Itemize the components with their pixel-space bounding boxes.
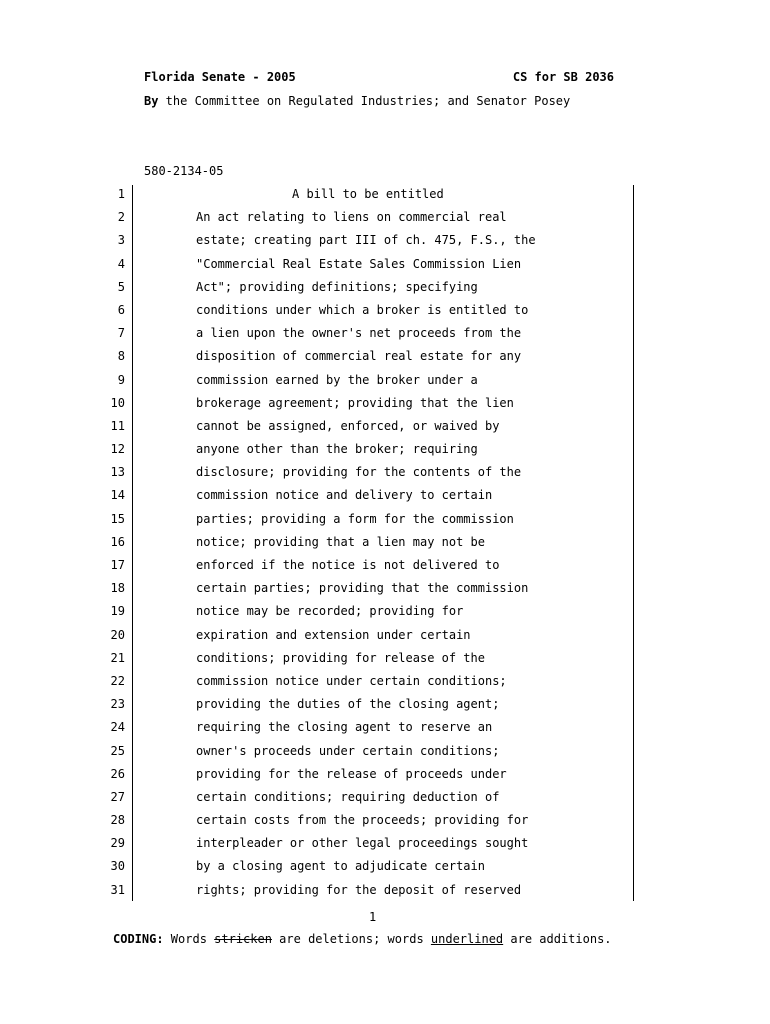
bill-line: [0, 879, 770, 902]
line-number: 27: [110, 789, 125, 804]
bill-line: [0, 600, 770, 623]
bill-line: [0, 577, 770, 600]
line-text: providing the duties of the closing agent;: [196, 697, 500, 712]
line-text: certain parties; providing that the commission: [196, 581, 529, 596]
line-number: 4: [117, 256, 125, 271]
line-text: commission notice and delivery to certain: [196, 488, 493, 503]
line-number: 30: [110, 859, 125, 874]
line-number: 29: [110, 836, 125, 851]
line-text: conditions; providing for release of the: [196, 650, 485, 665]
bill-line: [0, 763, 770, 786]
coding-legend: [113, 932, 612, 946]
line-number: 11: [110, 418, 125, 433]
line-number: 16: [110, 534, 125, 549]
bill-line: [0, 809, 770, 832]
bill-line: [0, 345, 770, 368]
sponsor-line: [144, 94, 570, 108]
line-text: certain costs from the proceeds; providing for: [196, 813, 529, 828]
line-number: 2: [117, 210, 125, 225]
line-text: commission notice under certain conditions;: [196, 673, 507, 688]
line-number: 13: [110, 465, 125, 480]
coding-stricken-example: stricken: [214, 932, 272, 946]
bill-line: [0, 624, 770, 647]
sponsor-text: the Committee on Regulated Industries; and Senator Posey: [158, 94, 571, 108]
coding-text-2: are deletions; words: [271, 932, 431, 946]
coding-label: CODING:: [113, 932, 164, 946]
sponsor-prefix: By: [144, 94, 159, 108]
line-number: 25: [110, 743, 125, 758]
line-number: 17: [110, 558, 125, 572]
line-number: 14: [110, 488, 125, 503]
line-number: 26: [110, 766, 125, 781]
bill-line: [0, 415, 770, 438]
bill-line: [0, 369, 770, 392]
line-text: notice; providing that a lien may not be: [196, 534, 485, 549]
line-number: 15: [110, 511, 125, 526]
line-text: conditions under which a broker is entitled to: [196, 302, 529, 317]
line-text: certain conditions; requiring deduction of: [196, 789, 500, 804]
line-text: "Commercial Real Estate Sales Commission Lien: [196, 256, 522, 271]
line-number: 10: [110, 395, 125, 410]
line-number: 19: [110, 604, 125, 619]
bill-line: [0, 693, 770, 716]
bill-line: [0, 229, 770, 252]
coding-text-3: are additions.: [503, 932, 612, 946]
bill-line: [0, 670, 770, 693]
line-number: 7: [117, 326, 125, 341]
bill-line: [0, 855, 770, 878]
document-code: 580-2134-05: [144, 164, 224, 178]
line-text: disposition of commercial real estate for any: [196, 349, 522, 364]
bill-line: [0, 786, 770, 809]
line-number: 28: [110, 813, 125, 828]
bill-line: [0, 484, 770, 507]
bill-line: [0, 531, 770, 554]
line-text: notice may be recorded; providing for: [196, 604, 464, 619]
line-text: requiring the closing agent to reserve an: [196, 720, 493, 735]
line-text: cannot be assigned, enforced, or waived by: [196, 418, 500, 433]
line-number: 8: [117, 349, 125, 364]
line-text: interpleader or other legal proceedings sought: [196, 836, 529, 851]
line-number: 22: [110, 673, 125, 688]
line-text: anyone other than the broker; requiring: [196, 442, 478, 457]
bill-line: [0, 461, 770, 484]
bill-line: [0, 253, 770, 276]
line-text: estate; creating part III of ch. 475, F.S., the: [196, 233, 536, 248]
line-text: brokerage agreement; providing that the lien: [196, 395, 514, 410]
line-text: An act relating to liens on commercial real: [196, 210, 507, 225]
line-text: enforced if the notice is not delivered to: [196, 558, 500, 572]
line-number: 23: [110, 697, 125, 712]
line-text: rights; providing for the deposit of reserved: [196, 882, 522, 897]
line-text: a lien upon the owner's net proceeds from the: [196, 326, 522, 341]
line-number: 3: [117, 233, 125, 248]
line-number: 5: [117, 279, 125, 294]
bill-header: [144, 70, 614, 84]
bill-id: CS for SB 2036: [512, 70, 614, 84]
line-text: providing for the release of proceeds under: [196, 766, 507, 781]
coding-underlined-example: underlined: [430, 932, 504, 946]
line-text: Act"; providing definitions; specifying: [196, 279, 478, 294]
bill-line: [0, 554, 770, 577]
line-number: 9: [117, 372, 125, 387]
bill-text-lines: [0, 183, 770, 902]
bill-line: [0, 716, 770, 739]
line-number: 1: [117, 187, 125, 201]
line-text: owner's proceeds under certain conditions;: [196, 743, 500, 758]
line-number: 21: [110, 650, 125, 665]
line-number: 12: [110, 442, 125, 457]
bill-line: [0, 740, 770, 763]
bill-line: [0, 508, 770, 531]
bill-title-line: A bill to be entitled: [292, 187, 444, 201]
bill-line: [0, 647, 770, 670]
bill-line: [0, 438, 770, 461]
line-number: 18: [110, 581, 125, 596]
line-text: disclosure; providing for the contents of the: [196, 465, 522, 480]
bill-line: [0, 183, 770, 206]
line-text: expiration and extension under certain: [196, 627, 471, 642]
line-text: by a closing agent to adjudicate certain: [196, 859, 485, 874]
chamber-year: Florida Senate - 2005: [144, 70, 296, 84]
bill-line: [0, 206, 770, 229]
line-number: 24: [110, 720, 125, 735]
line-number: 6: [117, 302, 125, 317]
bill-line: [0, 832, 770, 855]
line-number: 20: [110, 627, 125, 642]
bill-line: [0, 392, 770, 415]
bill-line: [0, 276, 770, 299]
page-number: 1: [369, 910, 377, 924]
coding-text-1: Words: [163, 932, 215, 946]
line-text: commission earned by the broker under a: [196, 372, 478, 387]
line-number: 31: [110, 882, 125, 897]
line-text: parties; providing a form for the commission: [196, 511, 514, 526]
bill-line: [0, 322, 770, 345]
bill-line: [0, 299, 770, 322]
